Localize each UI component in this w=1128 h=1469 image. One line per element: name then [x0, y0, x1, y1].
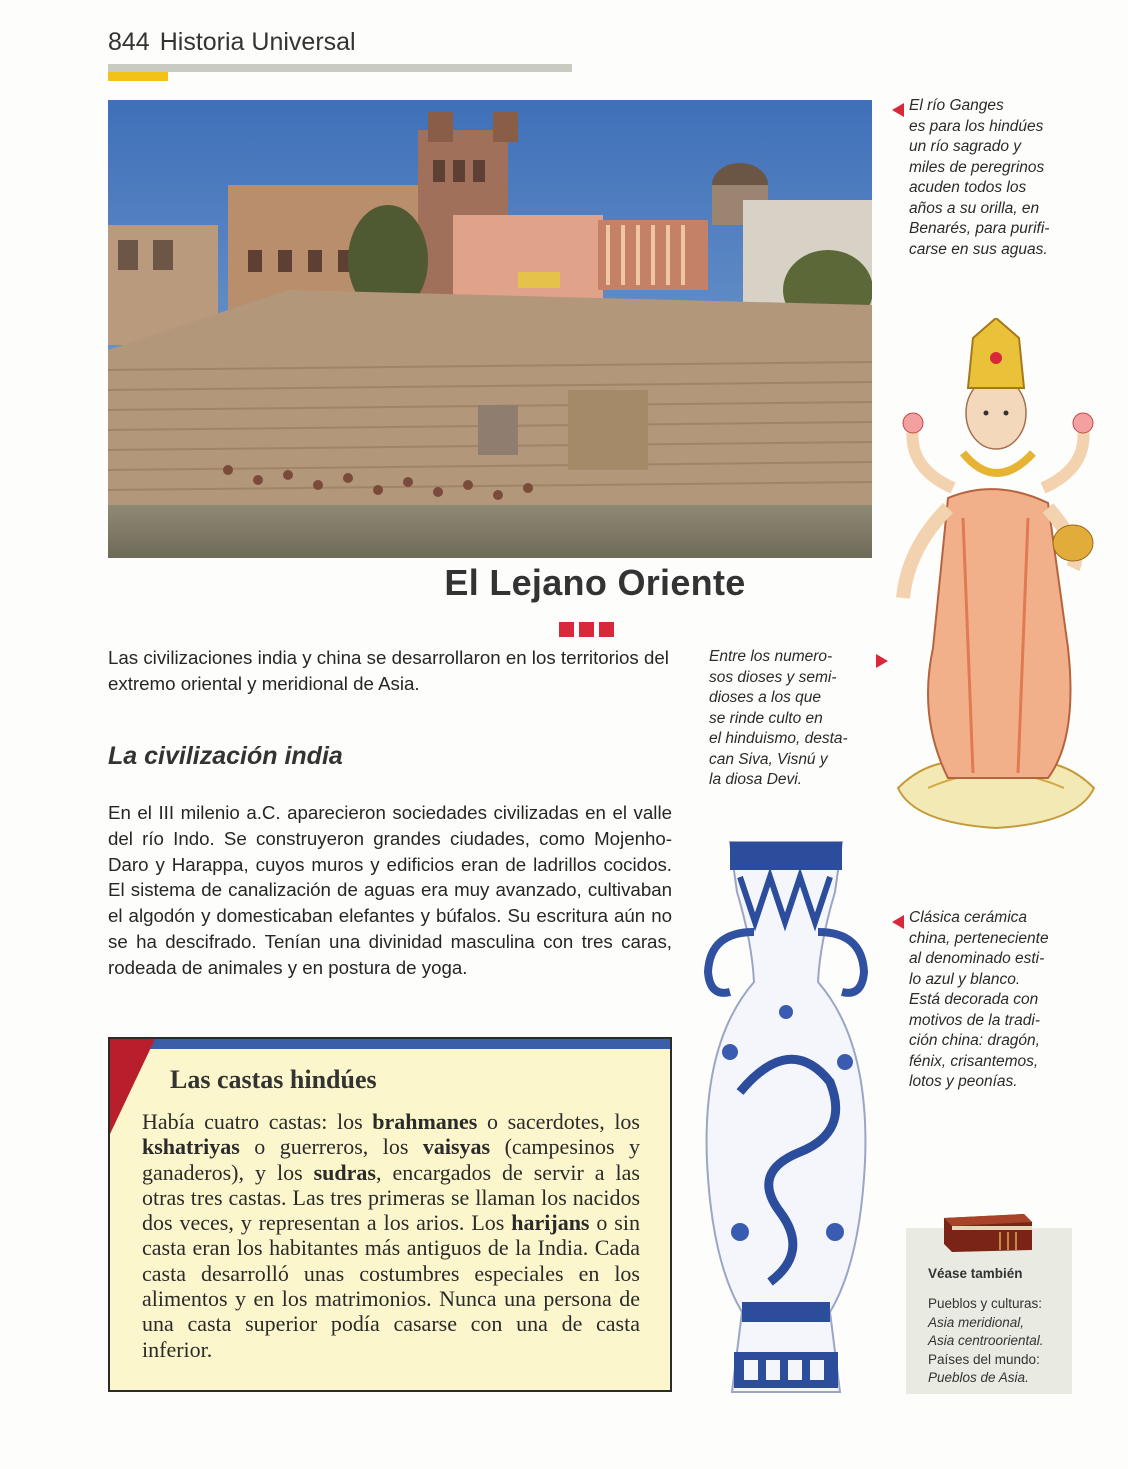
see-also-item[interactable]: Asia meridional,	[928, 1314, 1025, 1330]
caption-line: lotos y peonías.	[909, 1073, 1018, 1090]
caption-line: can Siva, Visnú y	[709, 750, 828, 768]
see-also-item[interactable]: Asia centrooriental.	[928, 1333, 1044, 1348]
caption-line: años a su orilla, en	[909, 199, 1040, 217]
caste-term: brahmanes	[372, 1109, 478, 1134]
see-also-heading: Véase también	[928, 1266, 1023, 1281]
caption-line: acuden todos los	[909, 179, 1027, 196]
box-title: Las castas hindúes	[170, 1065, 377, 1094]
caption-line: sos dioses y semi-	[709, 668, 837, 686]
goddess-illustration	[878, 318, 1114, 838]
box-text-run: (campesinos y ganaderos), y los	[142, 1134, 641, 1185]
caption-line: Clásica cerámica	[909, 909, 1028, 926]
section-heading: La civilización india	[108, 742, 343, 770]
header-rule	[108, 64, 572, 72]
gods-caption	[709, 647, 879, 791]
caption-line: Entre los numero-	[709, 648, 833, 665]
caption-line: dioses a los que	[709, 689, 822, 706]
see-also-item[interactable]: Pueblos de Asia.	[928, 1370, 1029, 1385]
caption-line: motivos de la tradi-	[909, 1011, 1040, 1029]
caste-term: sudras	[313, 1159, 376, 1185]
box-text-run: , encargados de servir a las otras tres castas. Las tres primeras se llaman los nacidos dos veces, y representan a los arios. Los	[142, 1159, 640, 1236]
caption-line: ción china: dragón,	[909, 1032, 1040, 1049]
caption-line: carse en sus aguas.	[909, 240, 1048, 258]
box-text-run: o sin casta eran los habitantes más antiguos de la India. Cada casta desarrolló unas costumbres especiales en los alimentos y en los matrimonios. Nunca una persona de una casta superior podía casarse con una de casta inferior.	[142, 1210, 640, 1362]
caption-line: Está decorada con	[909, 991, 1039, 1008]
caption-line: lo azul y blanco.	[909, 970, 1021, 988]
castas-sidebar-box	[108, 1037, 672, 1392]
caption-line: es para los hindúes	[909, 117, 1044, 135]
see-also-item[interactable]: Países del mundo:	[928, 1351, 1040, 1367]
caption-line: fénix, crisantemos,	[909, 1052, 1039, 1070]
title-ornament	[559, 622, 619, 642]
box-paragraph	[142, 1109, 640, 1362]
caption-line: china, perteneciente	[909, 929, 1049, 947]
caption-pointer-icon	[892, 103, 904, 117]
box-text-run: Había cuatro castas: los	[142, 1109, 373, 1134]
caption-line: la diosa Devi.	[709, 771, 803, 788]
vase-photo	[700, 832, 872, 1398]
caste-term: harijans	[511, 1210, 590, 1236]
box-text-run: o guerreros, los	[239, 1134, 423, 1160]
book-title: Historia Universal	[159, 28, 356, 56]
caption-line: El río Ganges	[909, 97, 1004, 114]
caption-line: miles de peregrinos	[909, 158, 1045, 176]
ganges-photo	[108, 100, 872, 558]
caption-line: al denominado esti-	[909, 950, 1045, 967]
caption-line: el hinduismo, desta-	[709, 730, 848, 747]
caption-line: se rinde culto en	[709, 709, 823, 727]
chapter-title: El Lejano Oriente	[444, 562, 746, 603]
caste-term: kshatriyas	[142, 1134, 240, 1160]
book-icon	[940, 1212, 1036, 1259]
running-header	[108, 28, 356, 57]
caption-line: un río sagrado y	[909, 138, 1022, 155]
page-number: 844	[108, 28, 150, 56]
section-paragraph: En el III milenio a.C. aparecieron sociedades civilizadas en el valle del río Indo. Se construyeron grandes ciudades, como Mojenho-Daro y Harappa, cuyos muros y edificios eran de ladrillos cocidos. El sistema de canalización de aguas era muy avanzado, cultivaban el algodón y domesticaban elefantes y búfalos. Su escritura aún no se ha descifrado. Tenían una divinidad masculina con tres caras, rodeada de animales y en postura de yoga.	[108, 802, 672, 978]
caste-term: vaisyas	[422, 1134, 491, 1160]
header-accent-bar	[108, 72, 168, 81]
box-text-run: o sacerdotes, los	[477, 1109, 640, 1134]
box-top-bar	[110, 1039, 670, 1049]
see-also-list	[928, 1295, 1072, 1388]
see-also-item[interactable]: Pueblos y culturas:	[928, 1296, 1043, 1311]
ceramic-caption	[909, 908, 1089, 1093]
caption-line: Benarés, para purifi-	[909, 220, 1050, 237]
ganges-caption	[909, 96, 1089, 260]
caption-pointer-icon	[892, 915, 904, 929]
caption-pointer-icon	[876, 654, 888, 668]
intro-paragraph: Las civilizaciones india y china se desarrollaron en los territorios del extremo oriental y meridional de Asia.	[108, 647, 669, 694]
see-also-box	[906, 1228, 1072, 1394]
